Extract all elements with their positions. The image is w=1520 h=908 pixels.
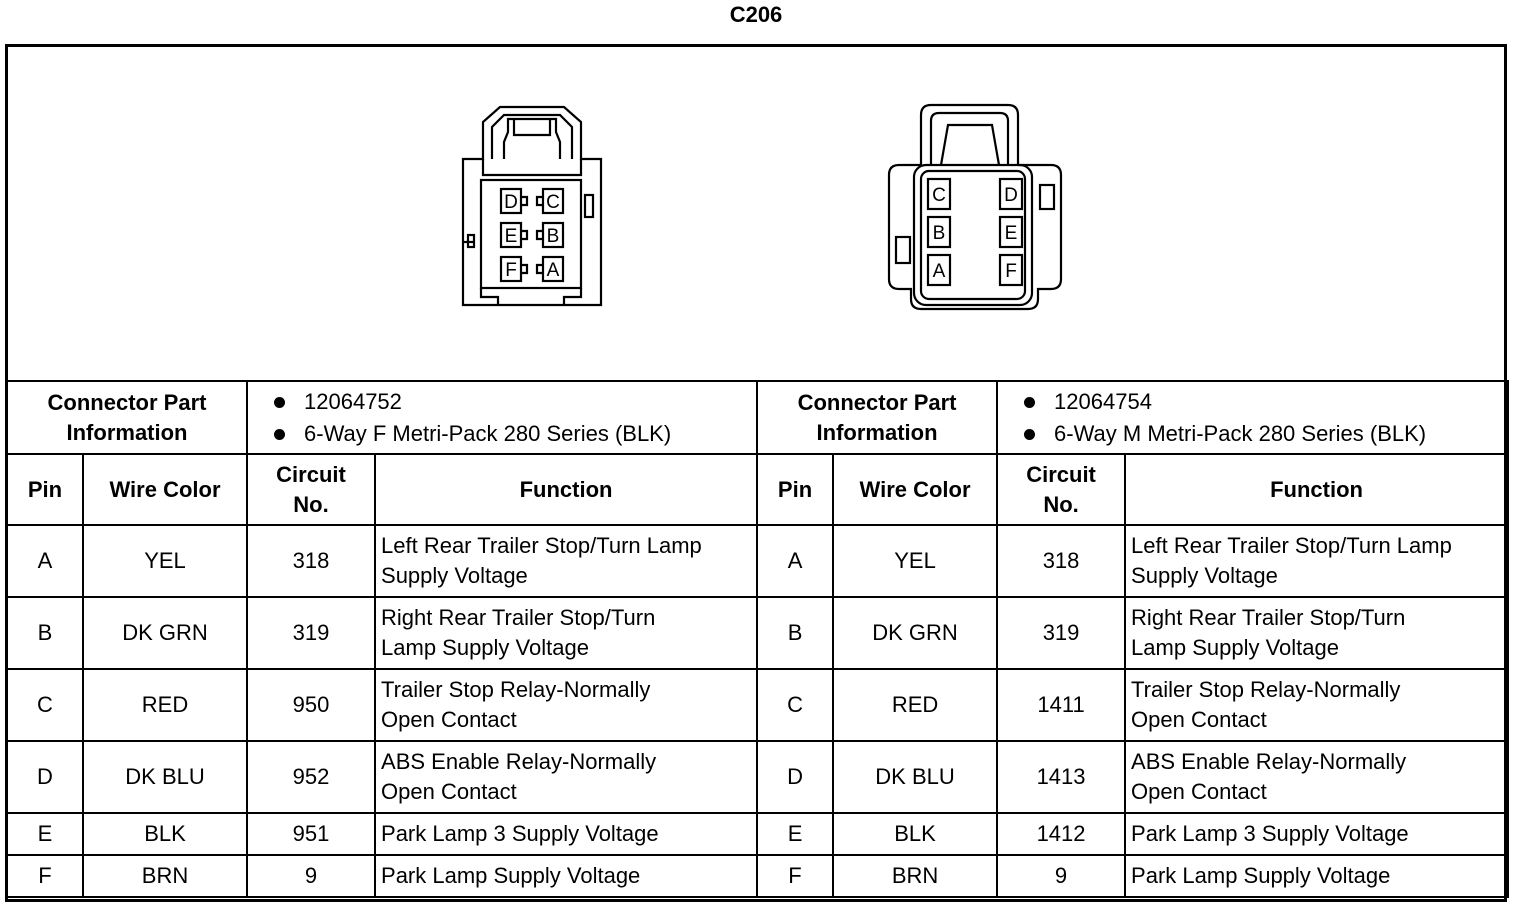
circuit-cell: 318 — [247, 525, 375, 597]
header-circuit-line1: Circuit — [276, 461, 346, 487]
function-line2: Open Contact — [1131, 707, 1267, 732]
function-cell — [1125, 597, 1508, 669]
table-row — [7, 741, 1508, 813]
part-desc-right: 6-Way M Metri-Pack 280 Series (BLK) — [1018, 418, 1507, 450]
part-info-label-line2: Information — [66, 419, 188, 445]
connector-frame — [5, 44, 1507, 902]
header-circuit-line1: Circuit — [1026, 461, 1096, 487]
female-pin-label: B — [546, 226, 560, 247]
wire-color-cell: BRN — [83, 855, 247, 897]
part-info-label-line1: Connector Part — [47, 389, 207, 415]
header-wire-color: Wire Color — [83, 454, 247, 525]
function-line1: Trailer Stop Relay-Normally — [381, 677, 651, 702]
male-pin-label: F — [1005, 261, 1017, 282]
pin-cell: B — [7, 597, 83, 669]
circuit-cell: 319 — [997, 597, 1125, 669]
function-line2: Lamp Supply Voltage — [1131, 635, 1339, 660]
female-pin-label: F — [505, 260, 517, 281]
pinout-table — [6, 380, 1509, 898]
pin-cell: E — [7, 813, 83, 855]
circuit-cell: 951 — [247, 813, 375, 855]
female-pin-label: E — [504, 226, 518, 247]
wire-color-cell: BLK — [833, 813, 997, 855]
function-line1: Left Rear Trailer Stop/Turn Lamp — [381, 533, 702, 558]
part-info-label-right — [757, 381, 997, 454]
part-info-label-left — [7, 381, 247, 454]
wire-color-cell: DK BLU — [833, 741, 997, 813]
pin-cell: B — [757, 597, 833, 669]
pin-cell: A — [757, 525, 833, 597]
function-line1: Right Rear Trailer Stop/Turn — [381, 605, 656, 630]
function-cell — [1125, 669, 1508, 741]
pin-cell: F — [757, 855, 833, 897]
circuit-cell: 1412 — [997, 813, 1125, 855]
female-pin-label: C — [546, 192, 560, 213]
header-circuit — [997, 454, 1125, 525]
function-line2: Open Contact — [1131, 779, 1267, 804]
part-info-right — [997, 381, 1508, 454]
function-line1: Right Rear Trailer Stop/Turn — [1131, 605, 1406, 630]
circuit-cell: 319 — [247, 597, 375, 669]
male-pin-label: D — [1004, 185, 1018, 206]
table-row — [7, 855, 1508, 897]
wire-color-cell: DK GRN — [83, 597, 247, 669]
female-pin-label: A — [546, 260, 560, 281]
function-line2: Open Contact — [381, 707, 517, 732]
function-cell: Park Lamp 3 Supply Voltage — [375, 813, 757, 855]
pin-cell: C — [757, 669, 833, 741]
part-number-right: 12064754 — [1018, 386, 1507, 418]
circuit-cell: 9 — [997, 855, 1125, 897]
function-cell: Park Lamp Supply Voltage — [1125, 855, 1508, 897]
function-cell — [375, 669, 757, 741]
function-line2: Lamp Supply Voltage — [381, 635, 589, 660]
connector-drawing — [8, 47, 1504, 381]
male-pin-label: C — [932, 185, 946, 206]
male-pin-label: B — [932, 223, 946, 244]
connector-info-row — [7, 381, 1508, 454]
female-pin-labels — [504, 192, 560, 281]
column-header-row — [7, 454, 1508, 525]
pin-cell: D — [757, 741, 833, 813]
wire-color-cell: YEL — [83, 525, 247, 597]
circuit-cell: 1411 — [997, 669, 1125, 741]
part-desc-left: 6-Way F Metri-Pack 280 Series (BLK) — [268, 418, 756, 450]
circuit-cell: 9 — [247, 855, 375, 897]
wire-color-cell: DK GRN — [833, 597, 997, 669]
male-pin-labels — [932, 185, 1018, 282]
function-cell — [1125, 741, 1508, 813]
header-pin: Pin — [757, 454, 833, 525]
header-pin: Pin — [7, 454, 83, 525]
wire-color-cell: RED — [83, 669, 247, 741]
function-line2: Open Contact — [381, 779, 517, 804]
wire-color-cell: RED — [833, 669, 997, 741]
male-pin-label: E — [1004, 223, 1018, 244]
circuit-cell: 952 — [247, 741, 375, 813]
pin-cell: C — [7, 669, 83, 741]
header-circuit — [247, 454, 375, 525]
function-line1: ABS Enable Relay-Normally — [381, 749, 657, 774]
function-line2: Supply Voltage — [1131, 563, 1278, 588]
female-connector-face — [463, 107, 601, 305]
header-circuit-line2: No. — [293, 491, 329, 517]
function-cell — [375, 525, 757, 597]
circuit-cell: 318 — [997, 525, 1125, 597]
wire-color-cell: DK BLU — [83, 741, 247, 813]
function-cell — [1125, 525, 1508, 597]
male-pin-label: A — [932, 261, 946, 282]
part-info-left — [247, 381, 757, 454]
wire-color-cell: BLK — [83, 813, 247, 855]
part-number-left: 12064752 — [268, 386, 756, 418]
function-cell — [375, 597, 757, 669]
function-line1: ABS Enable Relay-Normally — [1131, 749, 1407, 774]
pin-cell: E — [757, 813, 833, 855]
circuit-cell: 1413 — [997, 741, 1125, 813]
table-row — [7, 597, 1508, 669]
function-line2: Supply Voltage — [381, 563, 528, 588]
table-row — [7, 525, 1508, 597]
function-cell — [375, 741, 757, 813]
table-row — [7, 669, 1508, 741]
part-info-label-line2: Information — [816, 419, 938, 445]
header-wire-color: Wire Color — [833, 454, 997, 525]
table-row — [7, 813, 1508, 855]
male-connector-face — [889, 105, 1061, 309]
header-function: Function — [1125, 454, 1508, 525]
function-line1: Trailer Stop Relay-Normally — [1131, 677, 1401, 702]
female-pin-label: D — [504, 192, 518, 213]
wire-color-cell: YEL — [833, 525, 997, 597]
function-cell: Park Lamp Supply Voltage — [375, 855, 757, 897]
pin-cell: D — [7, 741, 83, 813]
wire-color-cell: BRN — [833, 855, 997, 897]
pin-cell: A — [7, 525, 83, 597]
circuit-cell: 950 — [247, 669, 375, 741]
header-function: Function — [375, 454, 757, 525]
connector-title: C206 — [729, 2, 783, 27]
function-cell: Park Lamp 3 Supply Voltage — [1125, 813, 1508, 855]
header-circuit-line2: No. — [1043, 491, 1079, 517]
function-line1: Left Rear Trailer Stop/Turn Lamp — [1131, 533, 1452, 558]
part-info-label-line1: Connector Part — [797, 389, 957, 415]
pin-cell: F — [7, 855, 83, 897]
